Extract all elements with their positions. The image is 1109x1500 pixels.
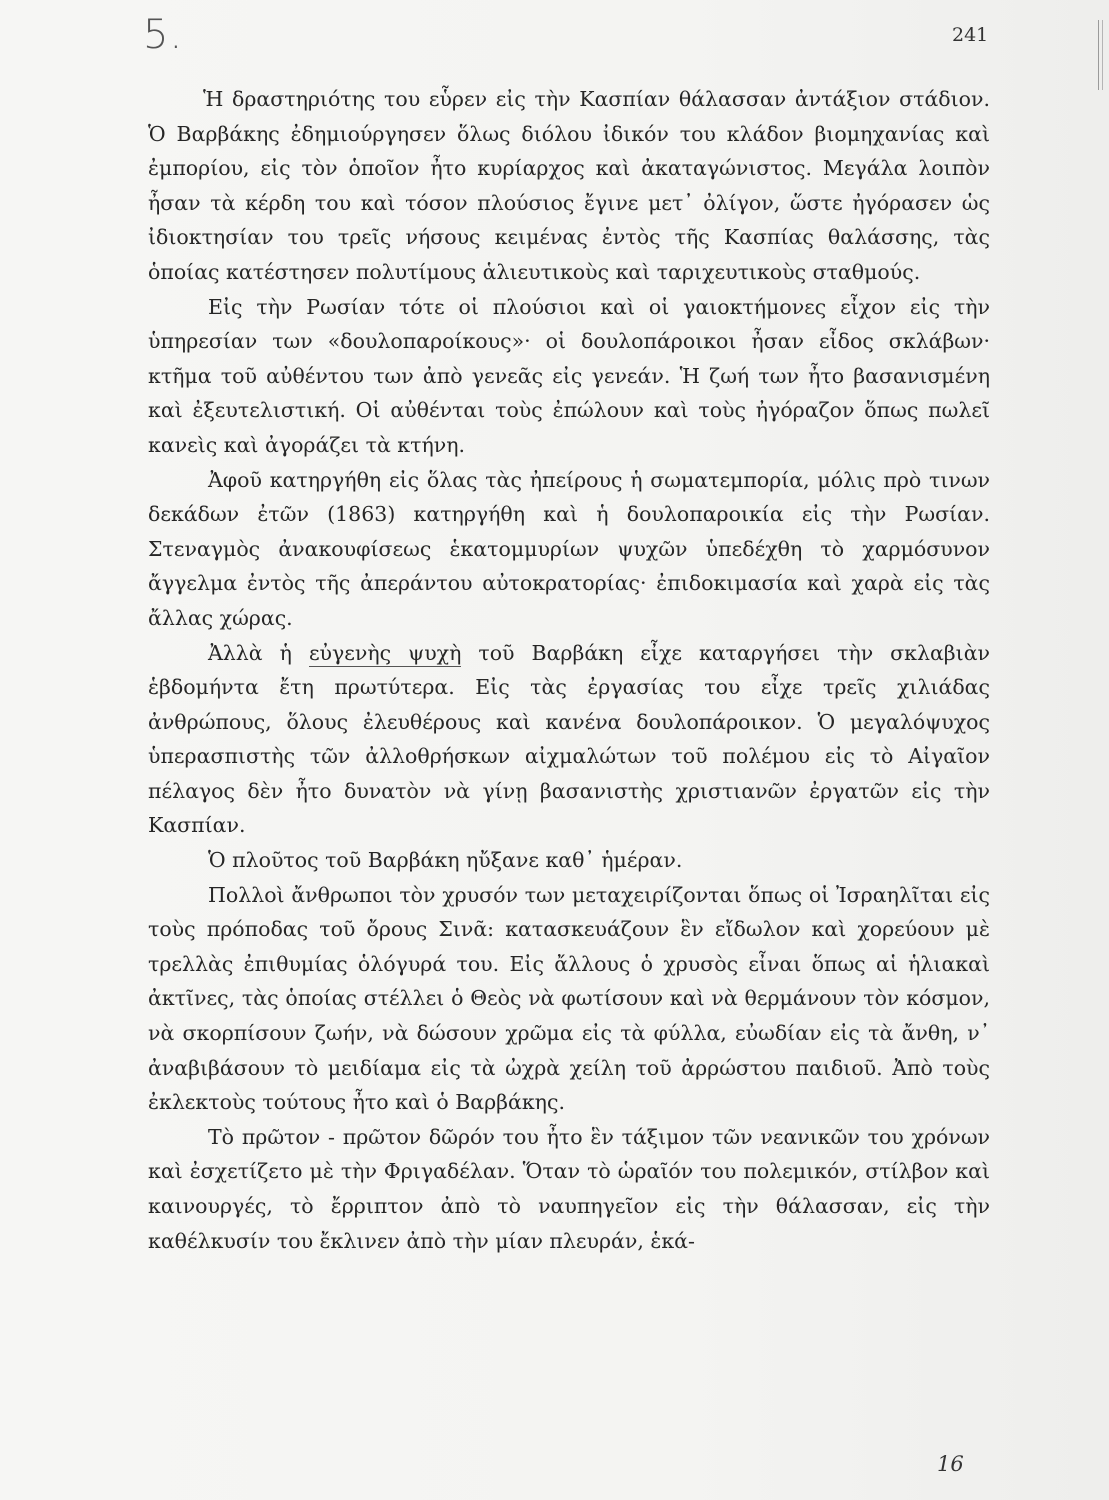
body-text — [148, 82, 990, 1258]
paragraph — [148, 463, 990, 636]
paragraph-text: Ἀφοῦ κατηργήθη εἰς ὅλας τὰς ἠπείρους ἡ σωματεμπορία, μόλις πρὸ τινων δεκάδων ἐτῶν (1863) κατηργήθη καὶ ἡ δουλοπαροικία εἰς τὴν Ρωσίαν. Στεναγμὸς ἀνακουφίσεως ἑκατομμυρίων ψυχῶν ὑπεδέχθη τὸ χαρμόσυνον ἄγγελμα ἐντὸς τῆς ἀπεράντου αὐτοκρατορίας· ἐπιδοκιμασία καὶ χαρὰ εἰς τὰς ἄλλας χώρας. — [148, 467, 990, 630]
page-number: 241 — [952, 24, 989, 46]
underlined-phrase: εὐγενὴς ψυχὴ — [308, 640, 462, 665]
signature-number: 16 — [937, 1452, 964, 1476]
paragraph — [148, 290, 990, 463]
paragraph — [148, 843, 990, 878]
paragraph-text: τοῦ Βαρβάκη εἶχε καταργήσει τὴν σκλαβιὰν ἑβδομήντα ἔτη πρωτύτερα. Εἰς τὰς ἐργασίας του εἶχε τρεῖς χιλιάδας ἀνθρώπους, ὅλους ἐλευθέρους καὶ κανένα δουλοπάροικον. Ὁ μεγαλόψυχος ὑπερασπιστὴς τῶν ἀλλοθρήσκων αἰχμαλώτων τοῦ πολέμου εἰς τὸ Αἰγαῖον πέλαγος δὲν ἦτο δυνατὸν νὰ γίνῃ βασανιστὴς χριστιανῶν ἐργατῶν εἰς τὴν Κασπίαν. — [148, 640, 990, 838]
paragraph-text: Τὸ πρῶτον - πρῶτον δῶρόν του ἦτο ἓν τάξιμον τῶν νεανικῶν του χρόνων καὶ ἐσχετίζετο μὲ τὴν Φριγαδέλαν. Ὅταν τὸ ὡραῖόν του πολεμικόν, στίλβον καὶ καινουργές, τὸ ἔρριπτον ἀπὸ τὸ ναυπηγεῖον εἰς τὴν θάλασσαν, εἰς τὴν καθέλκυσίν του ἔκλινεν ἀπὸ τὴν μίαν πλευράν, ἑκά- — [148, 1124, 990, 1253]
page-edge-marks — [1098, 20, 1103, 90]
paragraph-text: Ὁ πλοῦτος τοῦ Βαρβάκη ηὔξανε καθ᾽ ἡμέραν. — [208, 848, 683, 873]
handwritten-chapter-number: 5. — [143, 12, 184, 58]
paragraph — [148, 878, 990, 1120]
paragraph-text: Ἡ δραστηριότης του εὗρεν εἰς τὴν Κασπίαν θάλασσαν ἀντάξιον στάδιον. Ὁ Βαρβάκης ἐδημιούργησεν ὅλως διόλου ἰδικόν του κλάδον βιομηχανίας καὶ ἐμπορίου, εἰς τὸν ὁποῖον ἦτο κυρίαρχος καὶ ἀκαταγώνιστος. Μεγάλα λοιπὸν ἦσαν τὰ κέρδη του καὶ τόσον πλούσιος ἔγινε μετ᾽ ὀλίγον, ὥστε ἠγόρασεν ὡς ἰδιοκτησίαν του τρεῖς νήσους κειμένας ἐντὸς τῆς Κασπίας θαλάσσης, τὰς ὁποίας κατέστησεν πολυτίμους ἁλιευτικοὺς καὶ ταριχευτικοὺς σταθμούς. — [148, 87, 990, 284]
paragraph — [148, 82, 990, 290]
paragraph-text: Εἰς τὴν Ρωσίαν τότε οἱ πλούσιοι καὶ οἱ γαιοκτήμονες εἶχον εἰς τὴν ὑπηρεσίαν των «δουλοπαροίκους»· οἱ δουλοπάροικοι ἦσαν εἶδος σκλάβων· κτῆμα τοῦ αὐθέντου των ἀπὸ γενεᾶς εἰς γενεάν. Ἡ ζωή των ἦτο βασανισμένη καὶ ἐξευτελιστική. Οἱ αὐθένται τοὺς ἐπώλουν καὶ τοὺς ἠγόραζον ὅπως πωλεῖ κανεὶς καὶ ἀγοράζει τὰ κτήνη. — [148, 294, 990, 457]
paragraph-text: Ἀλλὰ ἡ — [208, 640, 309, 665]
paragraph — [148, 636, 990, 844]
paragraph — [148, 1120, 990, 1258]
paragraph-text: Πολλοὶ ἄνθρωποι τὸν χρυσόν των μεταχειρίζονται ὅπως οἱ Ἰσραηλῖται εἰς τοὺς πρόποδας τοῦ ὄρους Σινᾶ: κατασκευάζουν ἓν εἴδωλον καὶ χορεύουν μὲ τρελλὰς ἐπιθυμίας ὁλόγυρά του. Εἰς ἄλλους ὁ χρυσὸς εἶναι ὅπως αἱ ἡλιακαὶ ἀκτῖνες, τὰς ὁποίας στέλλει ὁ Θεὸς νὰ φωτίσουν καὶ νὰ θερμάνουν τὸν κόσμον, νὰ σκορπίσουν ζωήν, νὰ δώσουν χρῶμα εἰς τὰ φύλλα, εὐωδίαν εἰς τὰ ἄνθη, ν᾽ ἀναβιβάσουν τὸ μειδίαμα εἰς τὰ ὠχρὰ χείλη τοῦ ἀρρώστου παιδιοῦ. Ἀπὸ τοὺς ἐκλεκτοὺς τούτους ἦτο καὶ ὁ Βαρβάκης. — [148, 882, 990, 1115]
